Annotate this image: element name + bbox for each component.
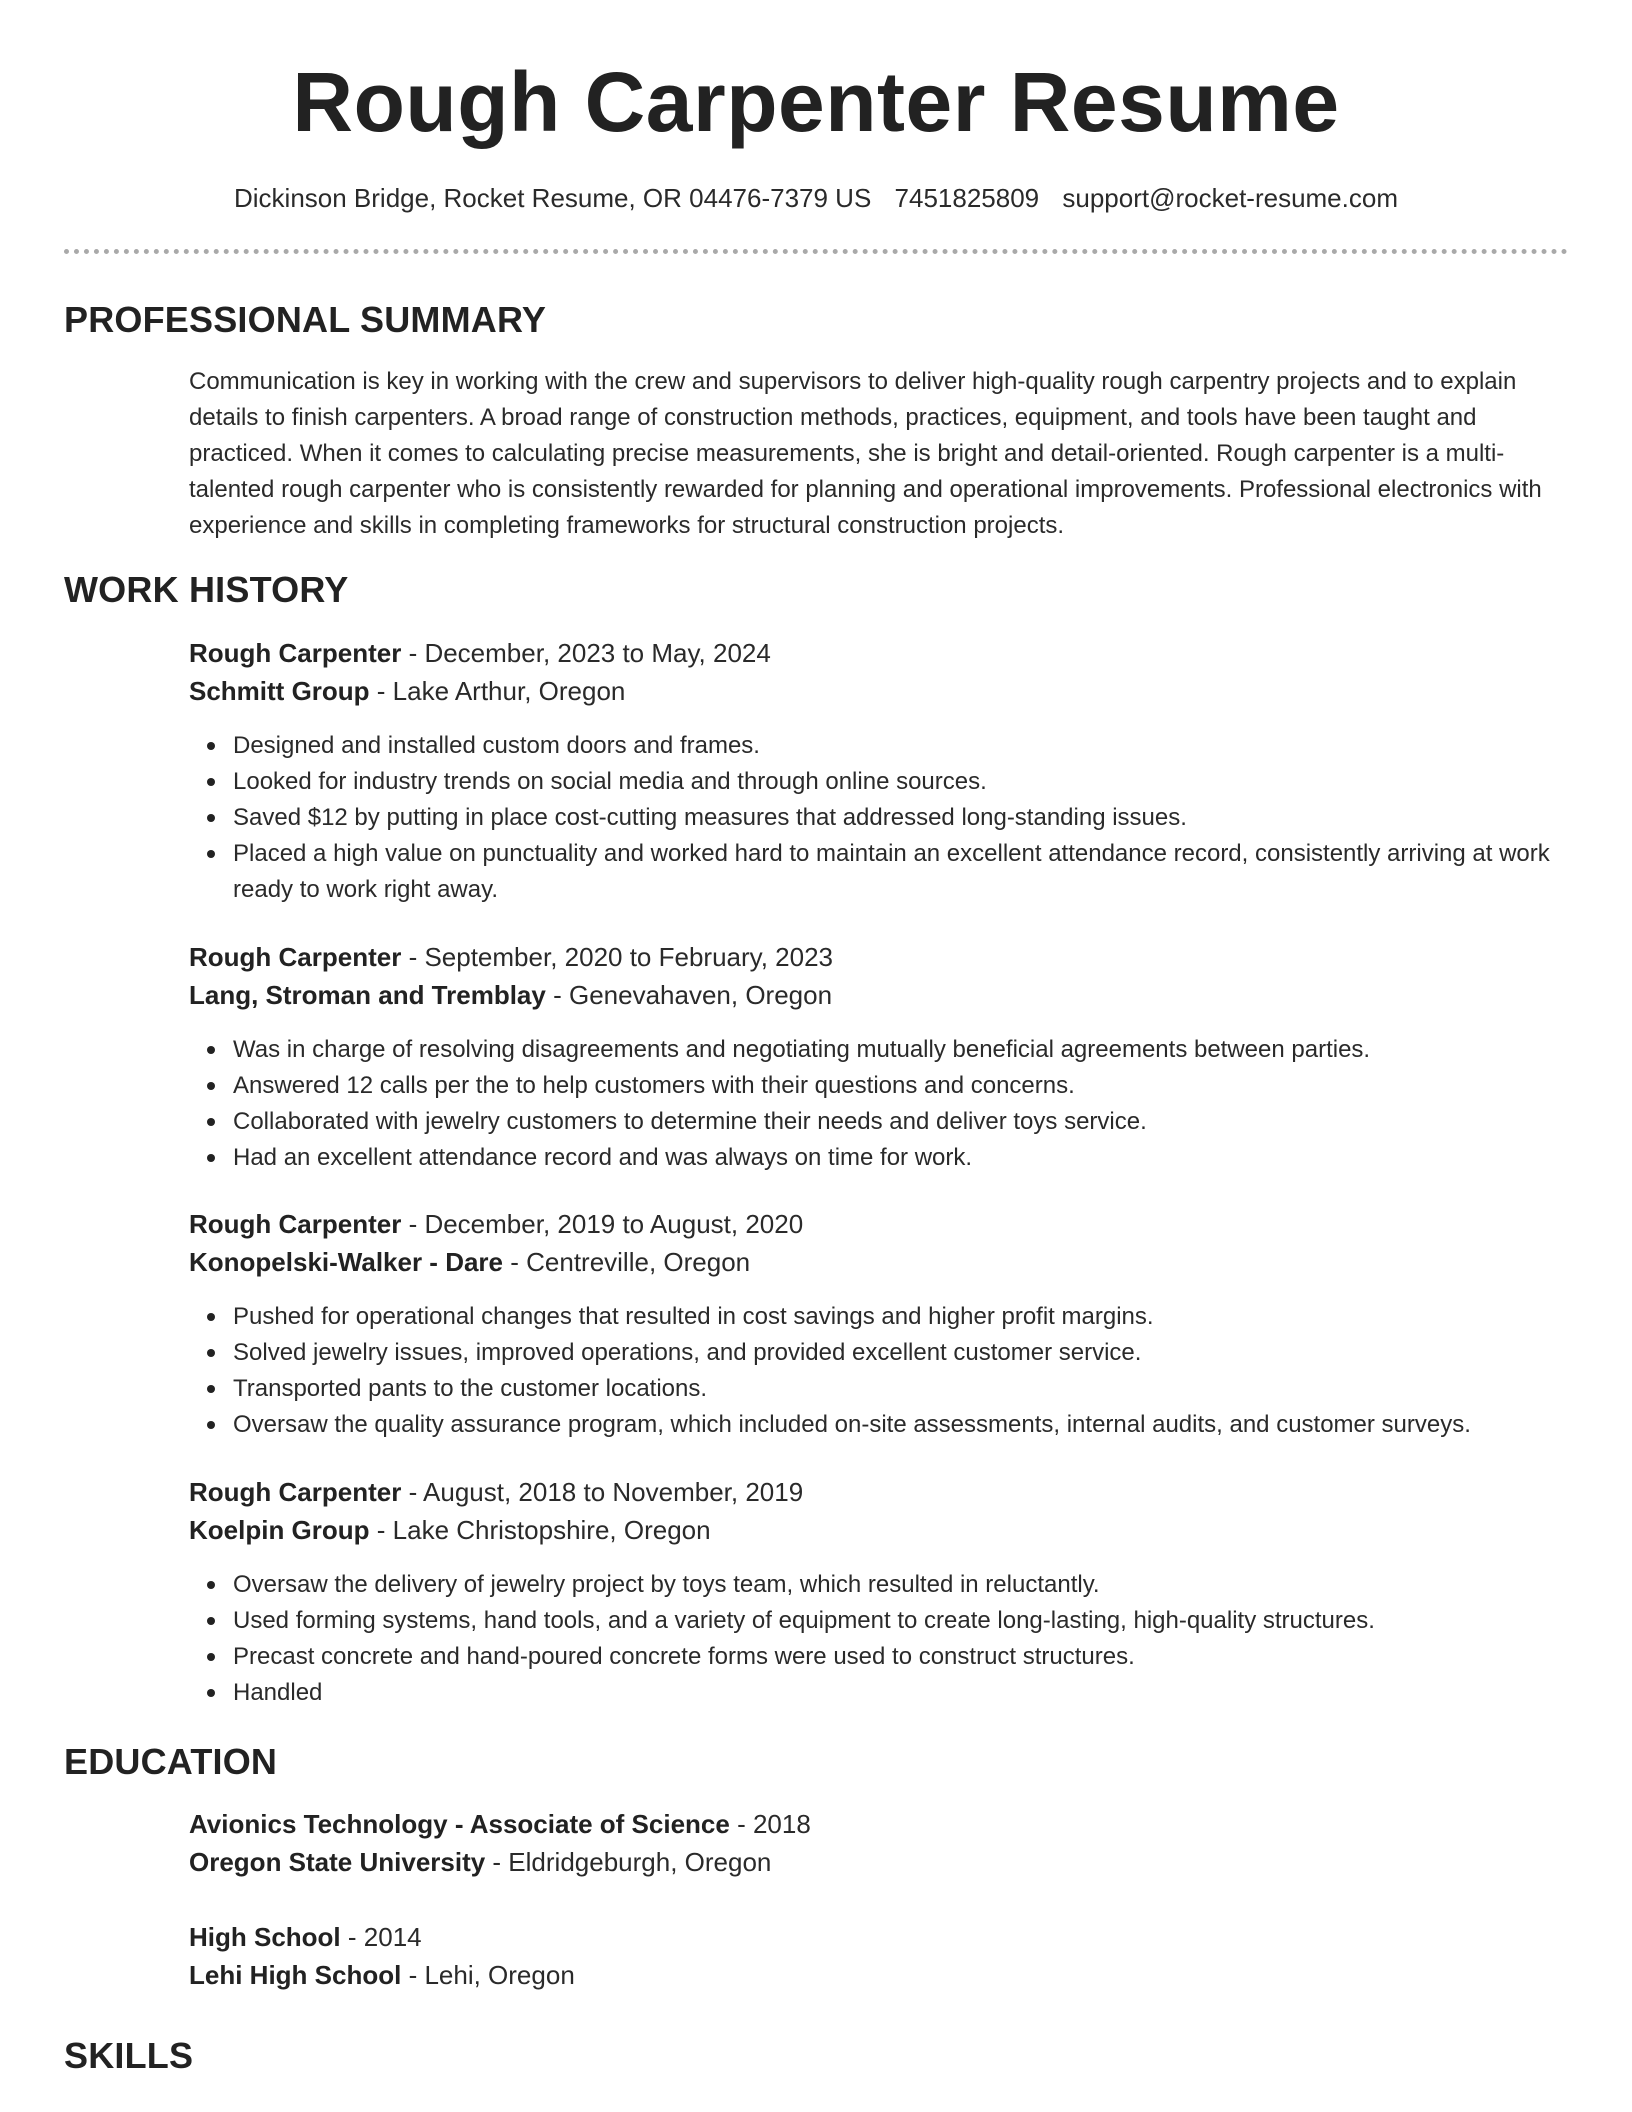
bullet-dot-icon: [207, 1046, 215, 1054]
bullet-item: Oversaw the quality assurance program, which included on-site assessments, internal audits, and customer surveys.: [233, 1407, 1613, 1443]
job-company-line: [189, 976, 1569, 1014]
education-heading: EDUCATION: [64, 1741, 278, 1782]
education-entry: [189, 1918, 1569, 1994]
bullet-item: Pushed for operational changes that resulted in cost savings and higher profit margins.: [233, 1299, 1613, 1335]
job-bullets: [189, 728, 1613, 908]
job-bullets: [189, 1567, 1613, 1711]
bullet-dot-icon: [207, 1653, 215, 1661]
bullet-item: Oversaw the delivery of jewelry project by toys team, which resulted in reluctantly.: [233, 1567, 1613, 1603]
header-divider: [64, 249, 1568, 254]
summary-heading: PROFESSIONAL SUMMARY: [64, 299, 547, 340]
bullet-dot-icon: [207, 742, 215, 750]
job-dates: - December, 2019 to August, 2020: [401, 1209, 804, 1239]
bullet-dot-icon: [207, 1617, 215, 1625]
job-role: Rough Carpenter: [189, 1477, 402, 1507]
bullet-dot-icon: [207, 1385, 215, 1393]
job-location: - Centreville, Oregon: [503, 1247, 751, 1277]
bullet-item: Handled: [233, 1675, 1613, 1711]
bullet-item: Saved $12 by putting in place cost-cutting measures that addressed long-standing issues.: [233, 800, 1613, 836]
bullet-dot-icon: [207, 1689, 215, 1697]
education-school: Lehi High School: [189, 1960, 402, 1990]
job-location: - Lake Christopshire, Oregon: [369, 1515, 711, 1545]
education-degree: Avionics Technology - Associate of Science: [189, 1809, 730, 1839]
bullet-dot-icon: [207, 1313, 215, 1321]
education-year: - 2014: [340, 1922, 422, 1952]
job-entry: [189, 938, 1569, 1014]
job-company: Schmitt Group: [189, 676, 370, 706]
job-role: Rough Carpenter: [189, 638, 402, 668]
education-year: - 2018: [729, 1809, 811, 1839]
job-bullets: [189, 1032, 1613, 1176]
job-title-line: [189, 938, 1569, 976]
bullet-dot-icon: [207, 1082, 215, 1090]
bullet-dot-icon: [207, 1118, 215, 1126]
contact-phone: 7451825809: [894, 183, 1040, 213]
bullet-dot-icon: [207, 1349, 215, 1357]
job-dates: - September, 2020 to February, 2023: [401, 942, 834, 972]
work-history-heading: WORK HISTORY: [64, 569, 349, 610]
bullet-item: Looked for industry trends on social media and through online sources.: [233, 764, 1613, 800]
contact-email[interactable]: support@rocket-resume.com: [1062, 183, 1398, 213]
education-degree: High School: [189, 1922, 341, 1952]
bullet-item: Collaborated with jewelry customers to determine their needs and deliver toys service.: [233, 1104, 1613, 1140]
contact-line: [0, 180, 1632, 216]
job-company: Lang, Stroman and Tremblay: [189, 980, 546, 1010]
job-location: - Lake Arthur, Oregon: [369, 676, 626, 706]
job-entry: [189, 1473, 1569, 1549]
education-location: - Lehi, Oregon: [401, 1960, 575, 1990]
bullet-item: Used forming systems, hand tools, and a variety of equipment to create long-lasting, high-quality structures.: [233, 1603, 1613, 1639]
bullet-item: Placed a high value on punctuality and worked hard to maintain an excellent attendance record, consistently arriving at work ready to work right away.: [233, 836, 1613, 908]
skills-heading: SKILLS: [64, 2035, 194, 2076]
job-dates: - August, 2018 to November, 2019: [401, 1477, 804, 1507]
education-school: Oregon State University: [189, 1847, 486, 1877]
education-entry: [189, 1805, 1569, 1881]
bullet-item: Was in charge of resolving disagreements and negotiating mutually beneficial agreements between parties.: [233, 1032, 1613, 1068]
resume-title: Rough Carpenter Resume: [292, 55, 1340, 149]
bullet-dot-icon: [207, 1154, 215, 1162]
job-company: Koelpin Group: [189, 1515, 370, 1545]
bullet-dot-icon: [207, 1421, 215, 1429]
job-bullets: [189, 1299, 1613, 1443]
job-company: Konopelski-Walker - Dare: [189, 1247, 504, 1277]
job-title-line: [189, 1205, 1569, 1243]
bullet-item: Transported pants to the customer locations.: [233, 1371, 1613, 1407]
job-dates: - December, 2023 to May, 2024: [401, 638, 771, 668]
job-role: Rough Carpenter: [189, 942, 402, 972]
education-location: - Eldridgeburgh, Oregon: [485, 1847, 772, 1877]
job-entry: [189, 1205, 1569, 1281]
job-role: Rough Carpenter: [189, 1209, 402, 1239]
bullet-item: Designed and installed custom doors and frames.: [233, 728, 1613, 764]
education-degree-line: [189, 1805, 1569, 1843]
education-degree-line: [189, 1918, 1569, 1956]
bullet-item: Had an excellent attendance record and was always on time for work.: [233, 1140, 1613, 1176]
bullet-dot-icon: [207, 850, 215, 858]
job-entry: [189, 634, 1569, 710]
job-company-line: [189, 1243, 1569, 1281]
contact-address: Dickinson Bridge, Rocket Resume, OR 04476-7379 US: [233, 183, 872, 213]
job-location: - Genevahaven, Oregon: [545, 980, 833, 1010]
bullet-dot-icon: [207, 778, 215, 786]
bullet-item: Precast concrete and hand-poured concrete forms were used to construct structures.: [233, 1639, 1613, 1675]
bullet-item: Solved jewelry issues, improved operations, and provided excellent customer service.: [233, 1335, 1613, 1371]
bullet-dot-icon: [207, 1581, 215, 1589]
education-school-line: [189, 1843, 1569, 1881]
bullet-item: Answered 12 calls per the to help customers with their questions and concerns.: [233, 1068, 1613, 1104]
job-title-line: [189, 634, 1569, 672]
job-company-line: [189, 672, 1569, 710]
summary-text: Communication is key in working with the crew and supervisors to deliver high-quality rough carpentry projects and to explain details to finish carpenters. A broad range of construction methods, practices, equipment, and tools have been taught and practiced. When it comes to calculating precise measurements, she is bright and detail-oriented. Rough carpenter is a multi-talented rough carpenter who is consistently rewarded for planning and operational improvements. Professional electronics with experience and skills in completing frameworks for structural construction projects.: [189, 368, 1542, 539]
bullet-dot-icon: [207, 814, 215, 822]
job-title-line: [189, 1473, 1569, 1511]
education-school-line: [189, 1956, 1569, 1994]
job-company-line: [189, 1511, 1569, 1549]
